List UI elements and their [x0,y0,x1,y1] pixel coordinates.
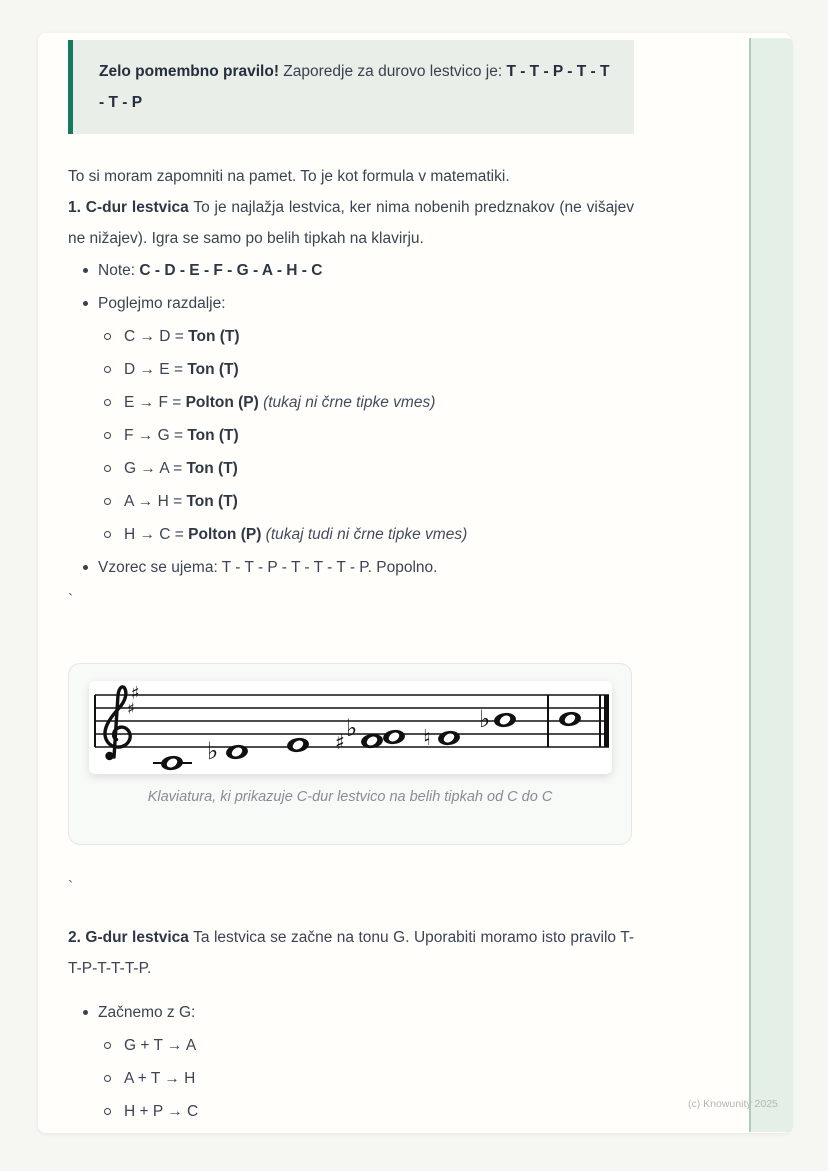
step-item [68,353,634,386]
whole-note [558,711,582,728]
step-item [68,452,634,485]
step-pre: H → C = [124,526,189,543]
step-pre: F → G = [124,427,188,444]
flat-icon: ♭ [479,705,491,733]
memo-paragraph: To si moram zapomniti na pamet. To je kot formula v matematiki. [68,168,510,185]
whole-note [382,729,406,746]
step-note: (tukaj ni črne tipke vmes) [258,394,436,411]
g-dur-list [68,996,634,1128]
start-label: Začnemo z G: [98,1004,196,1021]
important-rule-callout [68,40,634,134]
step-pre: G → A = [124,460,187,477]
backtick-mark-1: ` [68,592,74,609]
g-step-text: G + T → A [124,1037,197,1054]
step-pre: D → E = [124,361,188,378]
g-step-text: A + T → H [124,1070,196,1087]
callout-pattern: T - T - P - T - T - T - P [99,63,610,111]
flat-icon: ♭ [207,737,219,765]
g-step-text: H + P → C [124,1103,199,1120]
section-2-paragraph [68,922,634,984]
whole-note [286,737,310,754]
start-item [68,996,634,1128]
step-pre: A → H = [124,493,187,510]
step-interval: Ton (T) [187,361,239,378]
note-names: C - D - E - F - G - A - H - C [139,262,323,279]
step-interval: Ton (T) [186,493,238,510]
g-step-item [68,1029,634,1062]
music-staff-svg [89,681,612,774]
c-dur-list [68,254,634,584]
step-interval: Polton (P) [185,394,259,411]
sharp-icon: ♯ [131,683,140,704]
step-note: (tukaj tudi ni črne tipke vmes) [261,526,468,543]
copyright-footer: (c) Knowunity 2025 [688,1098,778,1110]
section-1-title: 1. C-dur lestvica [68,199,189,216]
g-step-item [68,1095,634,1128]
section-1-text: To je najlažja lestvica, ker nima nobenih predznakov (ne višajev ne nižajev). Igra se samo po belih tipkah na klavirju. [68,199,634,247]
staff-image [89,681,612,774]
whole-note [493,712,517,729]
sheet-music-figure [68,663,632,845]
pattern-text: Vzorec se ujema: T - T - P - T - T - T - P. Popolno. [98,559,438,576]
g-step-item [68,1062,634,1095]
step-item [68,485,634,518]
callout-bold-lead: Zelo pomembno pravilo! [99,63,279,80]
figure-caption: Klaviatura, ki prikazuje C-dur lestvico na belih tipkah od C do C [147,789,553,805]
natural-icon: ♮ [423,726,431,751]
section-2-text: Ta lestvica se začne na tonu G. Uporabiti moramo isto pravilo T-T-P-T-T-T-P. [68,929,634,977]
step-pre: E → F = [124,394,186,411]
distance-steps-list [68,320,634,551]
g-steps-list [68,1029,634,1128]
section-1-paragraph [68,192,634,254]
whole-note [437,730,461,747]
whole-note [160,755,184,772]
sharp-icon: ♯ [335,730,345,754]
note-label: Note: [98,262,140,279]
step-item [68,518,634,551]
backtick-mark-2: ` [68,879,74,896]
step-interval: Ton (T) [187,427,239,444]
sharp-icon: ♯ [127,699,135,718]
whole-note [225,744,249,761]
callout-body: Zaporedje za durovo lestvico je: [278,63,507,80]
pattern-item [68,551,634,584]
section-2-title: 2. G-dur lestvica [68,929,189,946]
flat-icon: ♭ [346,714,358,742]
callout-text [99,63,609,111]
distances-item [68,287,634,551]
step-pre: C → D = [124,328,189,345]
distances-label: Poglejmo razdalje: [98,295,226,312]
treble-clef-icon [105,687,130,760]
step-interval: Ton (T) [186,460,238,477]
note-names-item [68,254,634,287]
step-interval: Ton (T) [188,328,240,345]
step-item [68,419,634,452]
step-interval: Polton (P) [188,526,262,543]
page-edge-stripe [749,38,793,1132]
step-item [68,320,634,353]
document-content [68,161,634,1128]
step-item [68,386,634,419]
